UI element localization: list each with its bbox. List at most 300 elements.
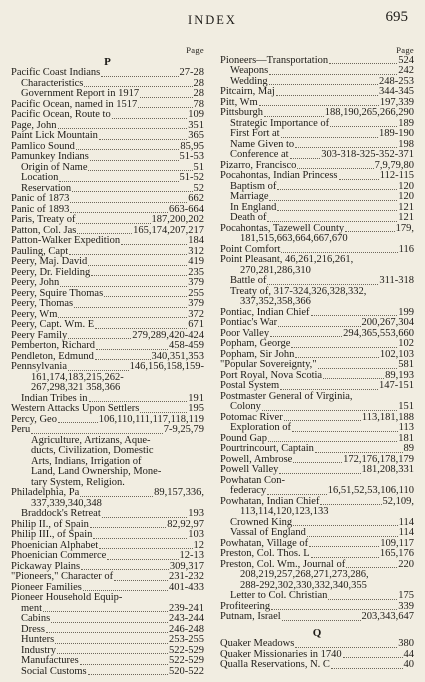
entry-term: Panic of 1893 [11,203,70,215]
dot-leader [339,179,379,180]
entry-pages: 189 [398,117,414,129]
index-entry [11,667,204,678]
entry-pages: 663-664 [169,203,204,215]
index-entry [11,131,204,142]
dot-leader [311,557,379,558]
dot-leader [90,527,166,528]
entry-term: Postmaster General of Virginia, [220,390,353,402]
dot-leader [269,74,397,75]
entry-term: Pacific Ocean, Route to [11,109,111,120]
entry-term: Pound Gap [220,432,267,444]
dot-leader [276,95,378,96]
index-entry [220,318,414,329]
entry-term: Preston, Col. Wm., Journal of [220,558,346,570]
entry-pages: 239-241 [169,602,204,614]
dot-leader [99,548,192,549]
dot-leader [88,265,187,266]
entry-term: First Fort at [230,128,280,139]
entry-pages: 188,190,265,266,290 [324,107,414,118]
entry-term: Quaker Missionaries in 1740 [220,648,342,660]
entry-term: Conference at [230,149,289,160]
entry-pages: 51-52 [179,172,204,183]
entry-term: Industry [21,644,56,656]
entry-term: Pontiac, Indian Chief [220,306,310,318]
index-entry [220,549,414,560]
dot-leader [267,284,378,285]
section-letter-q: Q [312,626,322,639]
index-entry [11,194,204,205]
entry-pages: 52 [193,182,204,194]
entry-term: "Popular Sovereignty," [220,359,317,370]
entry-pages: 581 [398,359,414,370]
index-column-left [11,45,204,677]
index-entry [11,278,204,289]
entry-pages: 419 [188,256,204,267]
entry-term: Reservation [21,182,72,194]
entry-pages: 7,9,79,80 [374,159,414,171]
entry-term: Putnam, Israel [220,611,281,622]
entry-pages: 379 [188,277,204,288]
entry-pages: 51 [193,161,204,173]
index-entry [11,593,204,604]
index-entry-continuation: 337,352,358,366 [240,296,311,307]
entry-term: Peery, Capt. Wm. E [11,319,95,330]
dot-leader [72,191,192,192]
index-column-right [220,45,414,671]
entry-term: Paris, Treaty of [11,214,76,225]
entry-pages: 191 [188,392,204,404]
dot-leader [43,611,168,612]
entry-term: Philip II., of Spain [11,518,89,530]
index-entry [220,213,414,224]
dot-leader [271,609,397,610]
index-entry [220,528,414,539]
entry-term: Peru [11,424,31,435]
dot-leader [46,632,168,633]
dot-leader [140,412,187,413]
entry-term: Treaty of, 317-324,326,328,332, [230,285,367,297]
dot-leader [69,254,187,255]
entry-pages: 89,157,336, [154,487,204,498]
entry-term: Pocahontas, Indian Princess [220,170,338,181]
index-entry [220,465,414,476]
dot-leader [95,328,187,329]
entry-term: Pioneer Household Equip- [11,592,123,603]
entry-term: ment [21,602,42,614]
entry-term: Qualla Reservations, N. C [220,659,330,670]
entry-term: Peery, Dr. Fielding [11,266,91,278]
index-entry [220,150,414,161]
entry-pages: 12-13 [179,550,204,561]
page-column-label: Page [396,45,414,55]
entry-term: Port Royal, Nova Scotia [220,369,323,381]
dot-leader [277,189,397,190]
dot-leader [267,221,397,222]
entry-pages: 165,176 [379,548,414,559]
entry-pages: 344-345 [379,86,414,97]
entry-pages: 520-522 [169,665,204,677]
entry-pages: 458-459 [169,340,204,351]
index-entry [220,381,414,392]
entry-pages: 27-28 [179,67,204,78]
dot-leader [76,149,179,150]
entry-term: Paint Lick Mountain [11,130,98,141]
dot-leader [99,139,187,140]
index-entry [11,362,204,373]
entry-pages: 121 [398,201,414,213]
index-entry [11,215,204,226]
entry-pages: 522-529 [169,655,204,666]
entry-term: Philadelphia, Pa [11,487,80,498]
dot-leader [309,546,379,547]
dot-leader [80,664,168,665]
entry-term: Powhatan, Village of [220,537,309,549]
dot-leader [107,559,178,560]
dot-leader [281,137,378,138]
entry-pages: 189-190 [379,128,414,139]
entry-term: Pontiac's War [220,317,278,328]
entry-pages: 522-529 [169,644,204,656]
entry-pages: 401-433 [169,581,204,593]
dot-leader [320,504,381,505]
index-entry [11,530,204,541]
index-entry [220,612,414,623]
entry-term: Pacific Coast Indians [11,67,101,78]
entry-term: Social Customs [21,665,87,677]
entry-pages: 309,317 [169,560,204,572]
index-entry [220,66,414,77]
entry-pages: 197,339 [379,96,414,108]
index-entry-continuation: 288-292,302,330,332,340,355 [240,579,367,591]
dot-leader [121,244,187,245]
dot-leader [292,431,398,432]
entry-pages: 116 [398,243,414,255]
entry-term: Pauling, Capt [11,245,69,257]
entry-term: In England [230,201,277,213]
index-entry [220,639,414,650]
entry-term: Pourtrincourt, Captain [220,443,314,454]
dot-leader [269,84,378,85]
index-entry [11,152,204,163]
entry-pages: 311-318 [379,275,414,286]
index-entry [11,341,204,352]
entry-pages: 199 [398,306,414,318]
entry-term: Pamunkey Indians [11,151,89,162]
index-entry-continuation: 270,281,286,310 [240,264,311,276]
entry-term: Pocahontas, Tazewell County [220,222,345,234]
dot-leader [293,525,398,526]
index-entry [220,486,414,497]
entry-term: Wedding [230,75,268,87]
entry-term: Pioneer Families [11,581,82,593]
entry-term: Braddock's Retreat [21,508,101,519]
index-entry [220,360,414,371]
dot-leader [93,538,187,539]
entry-term: Pizarro, Francisco [220,159,297,171]
dot-leader [328,599,397,600]
entry-pages: 114 [398,527,414,538]
entry-term: Cabins [21,613,51,624]
entry-term: Percy, Geo [11,413,57,425]
entry-term: Powhatan, Indian Chief [220,495,320,507]
dot-leader [76,223,150,224]
entry-term: Point Comfort [220,243,281,255]
entry-term: Peery, John [11,277,60,288]
dot-leader [280,389,378,390]
entry-term: Death of [230,212,267,223]
entry-pages: 279,289,420-424 [132,329,204,341]
entry-term: federacy [230,485,267,496]
entry-term: Pitt, Wm [220,96,258,108]
index-entry [11,173,204,184]
index-entry [11,257,204,268]
index-entry-continuation: 161,174,183,215,262- [31,371,124,383]
dot-leader [264,116,324,117]
dot-leader [279,473,360,474]
entry-pages: 203,343,647 [361,611,414,622]
dot-leader [295,147,397,148]
index-entry [220,402,414,413]
dot-leader [112,118,188,119]
entry-pages: 172,176,178,179 [343,453,414,465]
index-entry [11,425,204,436]
entry-term: Pittsburgh [220,107,263,118]
entry-term: Peery Family [11,329,68,341]
entry-term: Pitcairn, Maj [220,86,275,97]
dot-leader [268,441,397,442]
dot-leader [297,168,373,169]
dot-leader [330,126,397,127]
entry-pages: 339 [398,600,414,612]
entry-pages: 198 [398,138,414,150]
entry-term: Hunters [21,634,55,645]
dot-leader [140,97,192,98]
entry-pages: 671 [188,319,204,330]
index-entry [11,404,204,415]
index-entry [11,110,204,121]
index-entry [11,614,204,625]
dot-leader [55,643,168,644]
dot-leader [68,370,129,371]
entry-pages: 181 [398,432,414,444]
dot-leader [74,307,187,308]
entry-term: Pioneers—Transportation [220,54,329,66]
entry-pages: 242 [398,65,414,76]
dot-leader [88,674,168,675]
dot-leader [259,105,379,106]
entry-term: Profiteering [220,600,271,612]
entry-pages: 181,208,331 [361,464,414,475]
entry-pages: 165,174,207,217 [133,224,204,236]
index-entry [11,236,204,247]
entry-pages: 103 [188,529,204,540]
index-entry [11,656,204,667]
index-entry [220,108,414,119]
entry-term: Phoenician Commerce [11,550,107,561]
dot-leader [282,620,361,621]
entry-pages: 52,109, [382,495,414,507]
index-entry [11,68,204,79]
entry-pages: 179, [395,222,414,234]
entry-term: Powell, Ambrose [220,453,293,465]
entry-term: Pendleton, Edmund [11,350,94,362]
index-entry [11,89,204,100]
entry-pages: 102,103 [379,348,414,360]
index-entry [11,488,204,499]
entry-pages: 380 [398,638,414,649]
entry-term: Peery, Squire Thomas [11,287,104,299]
entry-pages: 114 [398,516,414,528]
entry-pages: 372 [188,308,204,320]
entry-pages: 82,92,97 [167,518,204,530]
dot-leader [114,580,168,581]
dot-leader [102,517,188,518]
dot-leader [267,494,327,495]
entry-pages: 524 [398,54,414,66]
dot-leader [331,668,403,669]
dot-leader [96,349,168,350]
section-letter-p: P [104,55,111,68]
dot-leader [58,422,98,423]
entry-term: Pemberton, Richard [11,340,95,351]
dot-leader [295,647,397,648]
entry-pages: 184 [188,235,204,246]
dot-leader [138,107,192,108]
index-entry [220,276,414,287]
dot-leader [84,86,192,87]
dot-leader [57,653,168,654]
index-entry [220,192,414,203]
entry-term: Baptism of [230,180,277,192]
index-entry [11,509,204,520]
dot-leader [83,590,168,591]
index-entry [220,591,414,602]
entry-pages: 89,193 [385,369,414,381]
entry-term: Peery, Wm [11,308,58,320]
dot-leader [91,275,187,276]
dot-leader [88,170,192,171]
entry-pages: 151 [398,401,414,412]
entry-pages: 28 [193,88,204,99]
dot-leader [329,63,397,64]
dot-leader [311,315,398,316]
dot-leader [77,233,132,234]
entry-pages: 40 [403,659,414,670]
entry-term: Phoenician Alphabet [11,539,99,551]
entry-pages: 662 [188,193,204,204]
dot-leader [345,231,394,232]
entry-term: Pamlico Sound [11,140,75,152]
entry-term: Crowned King [230,516,293,528]
entry-pages: 44 [403,648,414,660]
index-entry [220,87,414,98]
dot-leader [318,368,398,369]
entry-term: Page, John [11,119,57,131]
dot-leader [101,76,178,77]
index-entry-continuation: Agriculture, Artizans, Aque- [31,434,151,446]
entry-pages: 253-255 [169,634,204,645]
dot-leader [346,567,397,568]
index-entry [220,660,414,671]
dot-leader [31,433,163,434]
entry-pages: 187,200,202 [151,214,204,225]
entry-term: Powell Valley [220,464,279,475]
entry-pages: 379 [188,298,204,309]
dot-leader [68,338,131,339]
entry-term: Marriage [230,191,269,202]
entry-term: Pacific Ocean, named in 1517 [11,98,138,110]
entry-term: Colony [230,401,261,412]
index-entry [11,551,204,562]
entry-term: Preston, Col. Thos. L [220,548,310,559]
entry-pages: 246-248 [169,623,204,635]
entry-pages: 294,365,553,660 [343,327,414,339]
dot-leader [58,128,188,129]
dot-leader [315,452,403,453]
index-entry [11,299,204,310]
entry-term: Manufactures [21,655,79,666]
entry-pages: 200,267,304 [361,317,414,328]
entry-term: Pennsylvania [11,361,67,372]
entry-term: Name Given to [230,138,295,150]
index-entry [220,339,414,350]
entry-term: "Pioneers," Character of [11,571,114,582]
dot-leader [262,410,397,411]
dot-leader [323,378,384,379]
page-title: INDEX [188,13,237,27]
index-entry-continuation: tary System, Religion. [31,476,125,488]
entry-term: Dress [21,623,45,635]
index-entry [220,423,414,434]
index-entry-continuation: 208,219,257,268,271,273,286, [240,569,369,580]
entry-pages: 89 [403,443,414,454]
entry-pages: 365 [188,130,204,141]
entry-pages: 147-151 [379,380,414,391]
index-entry-continuation: 113,114,120,123,133 [240,506,329,517]
entry-term: Western Attacks Upon Settlers [11,403,140,414]
entry-pages: 303-318-325-352-371 [321,149,414,160]
entry-pages: 243-244 [169,613,204,624]
entry-pages: 109 [188,109,204,120]
dot-leader [59,181,178,182]
entry-pages: 113 [398,422,414,433]
entry-term: Exploration of [230,422,291,433]
entry-pages: 16,51,52,53,106,110 [327,485,414,496]
dot-leader [343,657,403,658]
entry-pages: 175 [398,590,414,601]
entry-term: Pickaway Plains [11,560,81,572]
dot-leader [295,357,378,358]
entry-pages: 120 [398,191,414,202]
index-entry-continuation: 181,515,663,664,667,670 [240,233,348,244]
entry-pages: 12 [193,539,204,551]
dot-leader [278,326,360,327]
entry-pages: 235 [188,266,204,278]
entry-term: Strategic Importance of [230,117,330,129]
dot-leader [104,296,187,297]
entry-pages: 28 [193,77,204,89]
dot-leader [60,286,187,287]
entry-term: Patton-Walker Expedition [11,235,121,246]
dot-leader [281,252,397,253]
dot-leader [269,200,397,201]
index-entry-continuation: 337,339,340,348 [31,497,102,509]
dot-leader [307,536,398,537]
entry-pages: 106,110,111,117,118,119 [98,413,204,425]
entry-pages: 51-53 [179,151,204,162]
entry-term: Poor Valley [220,327,270,339]
entry-pages: 340,351,353 [151,350,204,362]
